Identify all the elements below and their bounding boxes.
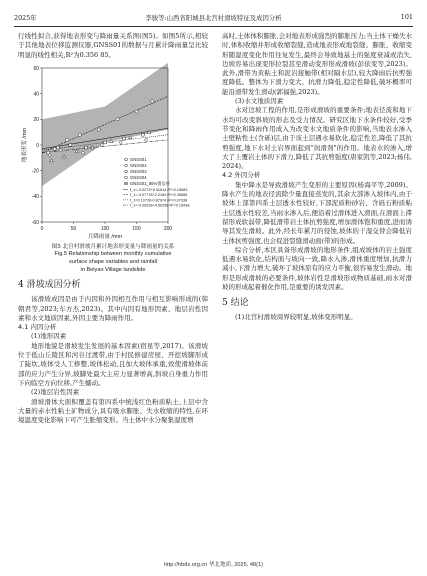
header-page-number: 101: [400, 13, 413, 21]
scatter-chart: [18, 62, 208, 242]
right-paragraph-2: 水对边坡工程的作用,是形成滑坡的重要条件;地表径流和地下水均可改变斜坡的形态及受力情况。研究区地下水条件较好,受季节变化和降雨作用成入为改变水文地质条件的影响,当地表水渗入土壁粘性土(含砾)层,由于该土层遇水易软化,稳定性差,降低了其抗剪强度,地下水对土岩界面起到"润滑剂"的作用。地表水的渗入,增大了上覆岩土体的下滑力,降低了其抗剪强度(唐家凯等,2023;杨伟,2024)。: [222, 106, 412, 171]
left-paragraph-2: 该滑坡成因是由于内因和外因相互作用与相互影响形成的(韩朝君等,2023;车方杰,2023)。其中内因有地形因素、地层岩性因素和水文地质因素,外因主要为降雨作用。: [18, 295, 208, 322]
figure-5: [18, 62, 208, 242]
data-point: [116, 118, 119, 121]
section-4-heading: 4 滑坡成因分析: [18, 280, 81, 291]
header-year: 2025年: [14, 14, 37, 22]
x-tick-label: 100: [100, 225, 110, 232]
legend-label: GNSS01_95%置信带: [130, 180, 170, 186]
x-tick-label: 200: [163, 225, 173, 232]
right-paragraph-5: (1)北宫村滑坡周界较明显,坡体变形明显。: [235, 313, 357, 322]
legend-label: GNSS04: [130, 174, 147, 180]
running-header: [14, 10, 413, 24]
y-tick-label: 20: [33, 117, 39, 124]
caption-english-3: in Beiyao Village landslide: [80, 266, 146, 273]
figure-caption: [18, 244, 208, 274]
left-paragraph-3: 地形地貌是滑坡发生发展的基本因素(宿星等,2017)。该滑坡位于低山丘陵区和河谷过渡带,由于村民修建房屋、开挖坡脚形成了陡坎,坡体受人工修整,坡体松动,且加大坡体承重,致使滑坡体前部的应力产生分异,坡脚处最大主应力显著增高,斜坡自身重力作用下向临空方向位移,产生蠕动。: [18, 341, 208, 387]
data-point: [53, 147, 56, 150]
header-title: 李骏等:山西省阳城县北宫村滑坡特征及成因分析: [145, 14, 282, 22]
header-rule: [14, 26, 413, 27]
right-column: [222, 32, 412, 323]
left-paragraph-4: 滑坡滑体大面积覆盖有第四系中统浅红色粉质粘土,上层中含大量的赤水性粘土矿物成分,具有吸水膨胀、失水收缩的特性,在环境温度变化影响下可产生胀缩变形。当土体中水分聚集湿度增: [18, 397, 208, 425]
legend-swatch: [125, 170, 128, 173]
y-tick-label: -20: [31, 168, 39, 175]
subsection-4-1-1-heading: (1)地形因素: [31, 332, 67, 341]
x-tick-label: 0: [40, 225, 44, 232]
data-point: [135, 110, 138, 113]
subsection-4-1-2-heading: (2)地层岩性因素: [31, 388, 80, 397]
x-tick-label: 150: [132, 225, 141, 232]
legend-swatch: [125, 158, 128, 161]
data-point: [119, 141, 122, 145]
legend-fit-label: f_1=-0.07778+2.2164 R²=0.35685: [130, 193, 188, 198]
legend-swatch: [125, 176, 128, 179]
right-paragraph-3: 集中降水是导致滑坡产生变形的主要原因(杨海平等,2009)。降水产生的地表径流除少量直接蒸发的,其余大部渗入坡体内,由于坡体上部第四系土层透水性较好,下部泥质粉砂岩、含砾石粉质粘土层透水性较差,当雨水渗入后,便沿着过滑体进入滑面,在滑面上滞留形成软弱带,降低滑带岩土体抗剪强度,增加滑体饱和重度,进而诱导其发生滑坡。此外,经长年累月的侵蚀,坡体的干湿交替会降低岩土体抗剪强度,也会促进裂缝滑动面(带)的形成。: [222, 180, 412, 245]
x-axis-label: 月降雨量 /mm: [87, 233, 123, 240]
data-point: [141, 133, 144, 136]
y-tick-label: 60: [33, 65, 39, 72]
legend-fit-label: f_1=-0.0273+8.31614 R²=0.15683: [130, 187, 188, 192]
y-tick-label: -40: [31, 194, 39, 201]
legend-swatch: [124, 182, 128, 185]
data-point: [85, 146, 88, 149]
x-tick-label: 50: [70, 225, 77, 232]
data-point: [144, 138, 147, 142]
y-axis-label: 地表形变 /mm: [22, 127, 28, 163]
subsection-4-1-3-heading: (3)水文地质因素: [235, 97, 284, 106]
page-footer: http://hbdz.org.cn 华北地质, 2025, 48(1): [164, 562, 263, 568]
caption-english-2: surface shape variables and rainfall: [69, 259, 157, 266]
data-point: [66, 138, 69, 141]
right-paragraph-1: 高时,土体体积膨胀,会对地表形成强烈的膨胀压力;当土体干燥失水时,体积收缩并形成收缩裂缝,造成地表形成地裂缝。膨胀、收缩变形随湿度变化作用往复发生,最终会导致地基土的强度衰减或消失,边坡容易出现变形拉裂甚至滑动变形形成滑坡(彭依变等,2023)。此外,滑带为黄粘土和泥岩接触带(相对隔水层),较大降雨后抗剪强度降低。整体为下滑力变大、抗滑力降低,稳定性降低,破坏概率可能沿滑带发生滑动(郭福强,2023)。: [222, 32, 412, 96]
left-column: [18, 32, 208, 425]
subsection-4-2-heading: 4.2 外因分析: [222, 171, 261, 180]
y-tick-label: 0: [36, 142, 39, 149]
right-paragraph-4: 综合分析,本区具备形成滑坡的地形条件,组成坡体的岩土强度低遇水易软化,结构面与坡向一致,降水入渗,滑体重度增加,抗滑力减小,下滑力增大,破坏了坡体原有的应力平衡,很容易发生滑动。地形是形成滑坡的必要条件,坡体岩性是滑坡形成物质基础,雨水对滑坡的形成起着催化作用,是重要的诱发因素。: [222, 245, 412, 292]
section-5-heading: 5 结论: [222, 298, 249, 309]
data-point: [56, 146, 59, 149]
y-tick-label: -60: [31, 219, 39, 226]
data-point: [104, 141, 107, 144]
data-point: [97, 128, 100, 131]
data-point: [69, 143, 72, 146]
legend-fit-label: f_1=0.10728-0.87974 R²=0.07338: [130, 198, 188, 203]
legend-label: GNSS02: [130, 162, 147, 168]
caption-english-1: Fig.5 Relationship between monthly cumulative: [54, 251, 172, 258]
legend-label: GNSS01: [130, 156, 147, 162]
subsection-4-1-heading: 4.1 内因分析: [18, 323, 57, 332]
data-point: [151, 100, 154, 103]
legend-label: GNSS03: [130, 168, 147, 174]
y-tick-label: 40: [33, 91, 39, 98]
caption-chinese: 图5 北宫村滑坡月累计地表形变量与降雨量的关系: [51, 243, 175, 250]
legend-swatch: [125, 164, 128, 167]
data-point: [123, 137, 126, 140]
legend-fit-label: f_1=-0.05228+4.50258 R²=0.15438: [130, 203, 190, 208]
left-paragraph-1: 行线性拟合,获得地表形变与降雨量关系图(图5)。如图5所示,相较于其他地表位移监测仪器,GNSS01的数据与月累计降雨量呈比较明显的线性相关,R²为0.356 85。: [18, 32, 208, 59]
data-point: [78, 133, 81, 136]
